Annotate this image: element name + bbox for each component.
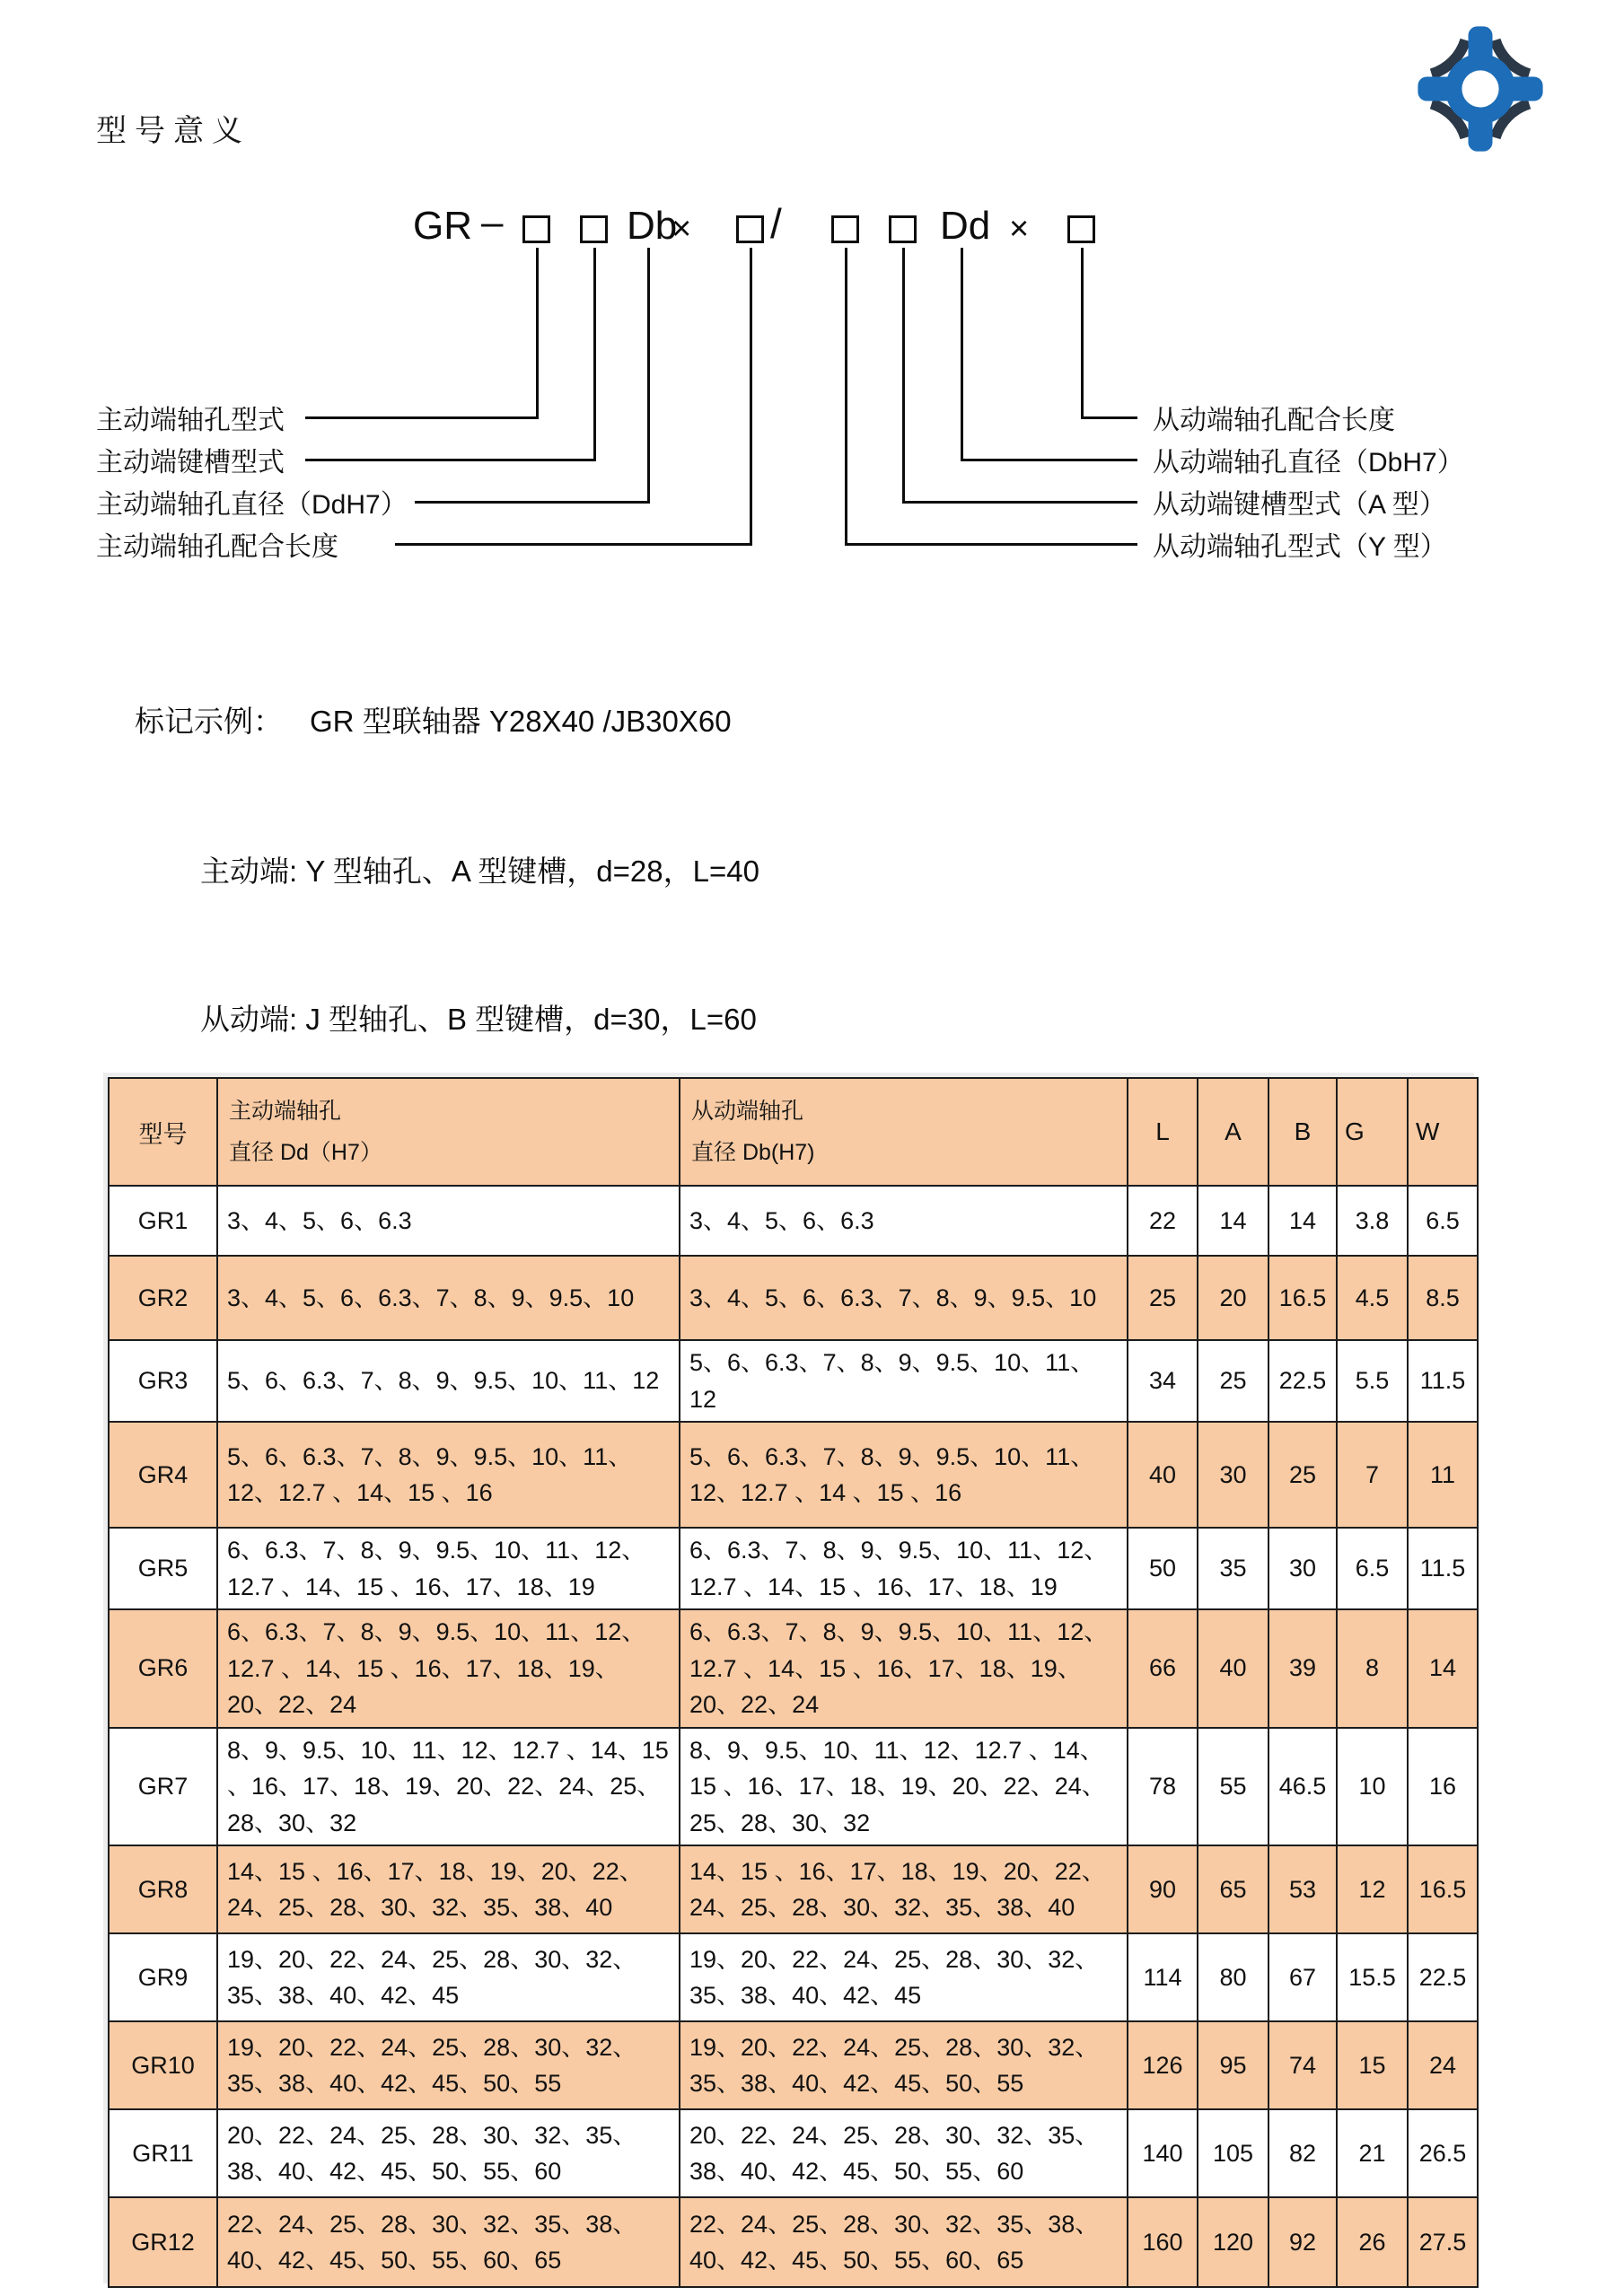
- dim-g-cell: 4.5: [1337, 1256, 1408, 1340]
- model-cell: GR1: [109, 1186, 217, 1256]
- dim-w-cell: 16: [1408, 1728, 1478, 1846]
- code-mult-2: ×: [1009, 210, 1030, 248]
- label-drive-fit-length: 主动端轴孔配合长度: [96, 532, 338, 562]
- label-drive-bore-diameter: 主动端轴孔直径（DdH7）: [96, 490, 408, 520]
- db-bore-cell: 6、6.3、7、8、9、9.5、10、11、12、12.7 、14、15 、16、17、18、19、20、22、24: [680, 1609, 1128, 1728]
- connector-line: [593, 248, 596, 461]
- label-driven-bore-type: 从动端轴孔型式（Y 型）: [1153, 532, 1447, 562]
- dim-a-cell: 80: [1198, 1933, 1268, 2021]
- model-cell: GR7: [109, 1728, 217, 1846]
- model-cell: GR4: [109, 1422, 217, 1528]
- dim-b-cell: 14: [1268, 1186, 1337, 1256]
- dd-bore-cell: 6、6.3、7、8、9、9.5、10、11、12、12.7 、14、15 、16、17、18、19: [217, 1528, 680, 1609]
- table-row: [109, 1528, 1478, 1609]
- dim-l-cell: 66: [1128, 1609, 1198, 1728]
- connector-line: [305, 416, 537, 419]
- dd-bore-cell: 5、6、6.3、7、8、9、9.5、10、11、12、12.7 、14、15 、16: [217, 1422, 680, 1528]
- header-driven-bore-line1: 从动端轴孔: [691, 1098, 804, 1124]
- dd-bore-cell: 8、9、9.5、10、11、12、12.7 、14、15 、16、17、18、19、20、22、24、25、28、30、32: [217, 1728, 680, 1846]
- example-drive-end: 主动端: Y 型轴孔、A 型键槽，d=28，L=40: [200, 854, 759, 888]
- dim-l-cell: 50: [1128, 1528, 1198, 1609]
- example-driven-end: 从动端: J 型轴孔、B 型键槽，d=30，L=60: [200, 1003, 757, 1036]
- dim-b-cell: 39: [1268, 1609, 1337, 1728]
- db-bore-cell: 3、4、5、6、6.3、7、8、9、9.5、10: [680, 1256, 1128, 1340]
- connector-line: [961, 459, 1137, 461]
- dim-a-cell: 35: [1198, 1528, 1268, 1609]
- code-box-1: [522, 215, 550, 243]
- code-prefix: GR: [413, 204, 472, 248]
- connector-line: [961, 248, 963, 461]
- code-mult-1: ×: [672, 210, 692, 248]
- dd-bore-cell: 19、20、22、24、25、28、30、32、35、38、40、42、45、50、55: [217, 2021, 680, 2109]
- header-driven-bore: [680, 1078, 1128, 1186]
- label-driven-fit-length: 从动端轴孔配合长度: [1153, 406, 1395, 435]
- table-row: [109, 1422, 1478, 1528]
- dim-l-cell: 40: [1128, 1422, 1198, 1528]
- db-bore-cell: 19、20、22、24、25、28、30、32、35、38、40、42、45: [680, 1933, 1128, 2021]
- dim-a-cell: 40: [1198, 1609, 1268, 1728]
- table-row: [109, 2021, 1478, 2109]
- code-slash: /: [770, 200, 782, 247]
- dim-a-cell: 65: [1198, 1845, 1268, 1933]
- model-cell: GR5: [109, 1528, 217, 1609]
- table-row: [109, 1256, 1478, 1340]
- dim-g-cell: 10: [1337, 1728, 1408, 1846]
- dim-a-cell: 14: [1198, 1186, 1268, 1256]
- model-cell: GR3: [109, 1340, 217, 1422]
- dim-w-cell: 22.5: [1408, 1933, 1478, 2021]
- connector-line: [845, 543, 1137, 546]
- table-row: [109, 1186, 1478, 1256]
- dim-a-cell: 120: [1198, 2197, 1268, 2287]
- dim-b-cell: 82: [1268, 2109, 1337, 2197]
- dim-g-cell: 15: [1337, 2021, 1408, 2109]
- table-row: [109, 2109, 1478, 2197]
- dim-g-cell: 8: [1337, 1609, 1408, 1728]
- header-drive-bore-line1: 主动端轴孔: [229, 1098, 342, 1124]
- dim-l-cell: 160: [1128, 2197, 1198, 2287]
- dim-b-cell: 25: [1268, 1422, 1337, 1528]
- dd-bore-cell: 20、22、24、25、28、30、32、35、38、40、42、45、50、55、60: [217, 2109, 680, 2197]
- table-row: [109, 1845, 1478, 1933]
- code-box-2: [580, 215, 608, 243]
- dim-l-cell: 34: [1128, 1340, 1198, 1422]
- dim-l-cell: 114: [1128, 1933, 1198, 2021]
- dim-w-cell: 11.5: [1408, 1528, 1478, 1609]
- connector-line: [1081, 248, 1084, 419]
- connector-line: [395, 543, 751, 546]
- dim-w-cell: 26.5: [1408, 2109, 1478, 2197]
- table-row: [109, 2197, 1478, 2287]
- header-drive-bore-line2: 直径 Dd（H7）: [229, 1140, 382, 1165]
- dim-w-cell: 8.5: [1408, 1256, 1478, 1340]
- dd-bore-cell: 19、20、22、24、25、28、30、32、35、38、40、42、45: [217, 1933, 680, 2021]
- dim-b-cell: 74: [1268, 2021, 1337, 2109]
- dim-g-cell: 7: [1337, 1422, 1408, 1528]
- dim-w-cell: 6.5: [1408, 1186, 1478, 1256]
- connector-line: [750, 248, 752, 546]
- label-driven-keyway-type: 从动端键槽型式（A 型）: [1153, 490, 1446, 520]
- header-dim-w: W: [1408, 1078, 1478, 1186]
- dim-b-cell: 46.5: [1268, 1728, 1337, 1846]
- dim-w-cell: 11: [1408, 1422, 1478, 1528]
- label-drive-bore-type: 主动端轴孔型式: [96, 406, 285, 435]
- page-title: 型号意义: [96, 114, 250, 148]
- dim-g-cell: 21: [1337, 2109, 1408, 2197]
- dd-bore-cell: 3、4、5、6、6.3: [217, 1186, 680, 1256]
- dim-w-cell: 14: [1408, 1609, 1478, 1728]
- dim-b-cell: 22.5: [1268, 1340, 1337, 1422]
- code-box-6: [1067, 215, 1095, 243]
- header-dim-a: A: [1198, 1078, 1268, 1186]
- table-row: [109, 1609, 1478, 1728]
- dim-g-cell: 5.5: [1337, 1340, 1408, 1422]
- db-bore-cell: 8、9、9.5、10、11、12、12.7 、14、15 、16、17、18、19、20、22、24、25、28、30、32: [680, 1728, 1128, 1846]
- dim-b-cell: 30: [1268, 1528, 1337, 1609]
- spec-table-body: [109, 1186, 1478, 2287]
- example-designation: GR 型联轴器 Y28X40 /JB30X60: [310, 705, 732, 738]
- connector-line: [305, 459, 594, 461]
- example-designation-line: [135, 698, 732, 741]
- dim-g-cell: 15.5: [1337, 1933, 1408, 2021]
- code-box-5: [889, 215, 917, 243]
- code-dd: Dd: [940, 204, 991, 248]
- example-label: 标记示例：: [135, 705, 283, 738]
- table-row: [109, 1933, 1478, 2021]
- dim-w-cell: 27.5: [1408, 2197, 1478, 2287]
- model-cell: GR2: [109, 1256, 217, 1340]
- connector-line: [536, 248, 539, 419]
- spec-table: [108, 1077, 1479, 2288]
- dim-w-cell: 24: [1408, 2021, 1478, 2109]
- db-bore-cell: 6、6.3、7、8、9、9.5、10、11、12、12.7 、14、15 、16、17、18、19: [680, 1528, 1128, 1609]
- dim-l-cell: 140: [1128, 2109, 1198, 2197]
- code-box-4: [831, 215, 859, 243]
- dd-bore-cell: 22、24、25、28、30、32、35、38、40、42、45、50、55、60、65: [217, 2197, 680, 2287]
- model-cell: GR10: [109, 2021, 217, 2109]
- dim-a-cell: 55: [1198, 1728, 1268, 1846]
- table-header-row: [109, 1078, 1478, 1186]
- header-model: 型号: [109, 1078, 217, 1186]
- dim-g-cell: 6.5: [1337, 1528, 1408, 1609]
- dim-g-cell: 12: [1337, 1845, 1408, 1933]
- dim-a-cell: 30: [1198, 1422, 1268, 1528]
- connector-line: [845, 248, 847, 546]
- model-code-diagram: [0, 0, 1624, 628]
- dd-bore-cell: 5、6、6.3、7、8、9、9.5、10、11、12: [217, 1340, 680, 1422]
- table-row: [109, 1728, 1478, 1846]
- dd-bore-cell: 3、4、5、6、6.3、7、8、9、9.5、10: [217, 1256, 680, 1340]
- dim-l-cell: 126: [1128, 2021, 1198, 2109]
- header-dim-g: G: [1337, 1078, 1408, 1186]
- db-bore-cell: 22、24、25、28、30、32、35、38、40、42、45、50、55、60、65: [680, 2197, 1128, 2287]
- dim-a-cell: 95: [1198, 2021, 1268, 2109]
- db-bore-cell: 14、15 、16、17、18、19、20、22、24、25、28、30、32、35、38、40: [680, 1845, 1128, 1933]
- dd-bore-cell: 14、15 、16、17、18、19、20、22、24、25、28、30、32、35、38、40: [217, 1845, 680, 1933]
- table-row: [109, 1340, 1478, 1422]
- dim-b-cell: 53: [1268, 1845, 1337, 1933]
- dim-w-cell: 11.5: [1408, 1340, 1478, 1422]
- dim-l-cell: 22: [1128, 1186, 1198, 1256]
- code-box-3: [736, 215, 764, 243]
- dim-l-cell: 25: [1128, 1256, 1198, 1340]
- header-drive-bore: [217, 1078, 680, 1186]
- db-bore-cell: 19、20、22、24、25、28、30、32、35、38、40、42、45、50、55: [680, 2021, 1128, 2109]
- db-bore-cell: 5、6、6.3、7、8、9、9.5、10、11、12、12.7 、14 、15 、16: [680, 1422, 1128, 1528]
- dim-g-cell: 26: [1337, 2197, 1408, 2287]
- connector-line: [902, 501, 1137, 504]
- header-dim-l: L: [1128, 1078, 1198, 1186]
- dim-a-cell: 25: [1198, 1340, 1268, 1422]
- db-bore-cell: 5、6、6.3、7、8、9、9.5、10、11、12: [680, 1340, 1128, 1422]
- connector-line: [647, 248, 650, 504]
- header-driven-bore-line2: 直径 Db(H7): [691, 1140, 815, 1165]
- dim-l-cell: 78: [1128, 1728, 1198, 1846]
- model-cell: GR11: [109, 2109, 217, 2197]
- db-bore-cell: 20、22、24、25、28、30、32、35、38、40、42、45、50、55、60: [680, 2109, 1128, 2197]
- model-cell: GR8: [109, 1845, 217, 1933]
- label-drive-keyway-type: 主动端键槽型式: [96, 448, 285, 478]
- model-cell: GR6: [109, 1609, 217, 1728]
- dim-l-cell: 90: [1128, 1845, 1198, 1933]
- dim-w-cell: 16.5: [1408, 1845, 1478, 1933]
- connector-line: [902, 248, 905, 504]
- label-driven-bore-diameter: 从动端轴孔直径（DbH7）: [1153, 448, 1464, 478]
- model-cell: GR9: [109, 1933, 217, 2021]
- connector-line: [415, 501, 648, 504]
- header-dim-b: B: [1268, 1078, 1337, 1186]
- code-dash: –: [481, 200, 504, 244]
- connector-line: [1081, 416, 1137, 419]
- dim-b-cell: 92: [1268, 2197, 1337, 2287]
- model-cell: GR12: [109, 2197, 217, 2287]
- dim-a-cell: 105: [1198, 2109, 1268, 2197]
- db-bore-cell: 3、4、5、6、6.3: [680, 1186, 1128, 1256]
- dim-b-cell: 16.5: [1268, 1256, 1337, 1340]
- dim-b-cell: 67: [1268, 1933, 1337, 2021]
- dim-g-cell: 3.8: [1337, 1186, 1408, 1256]
- code-db: Db: [627, 204, 678, 248]
- dim-a-cell: 20: [1198, 1256, 1268, 1340]
- dd-bore-cell: 6、6.3、7、8、9、9.5、10、11、12、12.7 、14、15 、16、17、18、19、20、22、24: [217, 1609, 680, 1728]
